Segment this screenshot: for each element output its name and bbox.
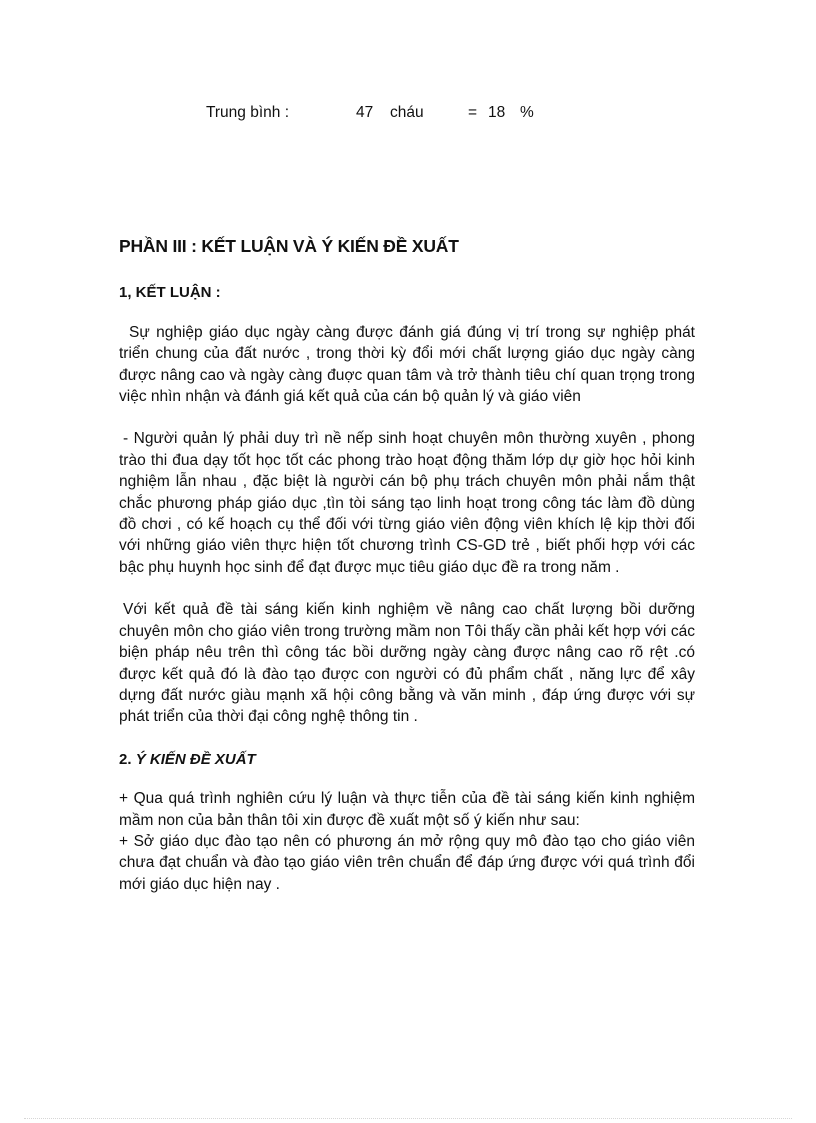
stat-percent: 18 [488, 104, 506, 121]
stat-equals: = [468, 104, 478, 121]
proposal-paragraph-2: + Sở giáo dục đào tạo nên có phương án mở rộng quy mô đào tạo cho giáo viên chưa đạt chuẩn và đào tạo giáo viên trên chuẩn để đáp ứng được với quá trình đổi mới giáo dục hiện nay . [119, 832, 695, 893]
proposal-heading [119, 749, 695, 770]
conclusion-paragraph-2: - Người quản lý phải duy trì nề nếp sinh hoạt chuyên môn thường xuyên , phong trào thi đua dạy tốt học tốt các phong trào hoạt động thăm lớp dự giờ học hỏi kinh nghiệm lẫn nhau , đặc biệt là người cán bộ phụ trách chuyên môn phải nắm thật chắc phương pháp giáo dục ,tìn tòi sáng tạo linh hoạt trong công tác làm đồ dùng đồ chơi , có kế hoạch cụ thể đối với từng giáo viên động viên khích lệ kịp thời đối với những giáo viên thực hiện tốt chương trình CS-GD trẻ , biết phối hợp với các bậc phụ huynh học sinh để đạt được mục tiêu giáo dục đề ra trong năm . [119, 430, 695, 576]
conclusion-paragraph-3: Với kết quả đề tài sáng kiến kinh nghiệm về nâng cao chất lượng bồi dưỡng chuyên môn cho giáo viên trong trường mầm non Tôi thấy cần phải kết hợp với các biện pháp nêu trên thì công tác bồi dưỡng ngày càng được nâng cao rõ rệt .có được kết quả đó là đào tạo được con người có đủ phẩm chất , năng lực để xây dựng đất nước giàu mạnh xã hội công bằng và văn minh , đáp ứng được với sự phát triển của thời đại công nghệ thông tin . [119, 601, 695, 726]
proposal-heading-number: 2. [119, 750, 132, 768]
section-title: PHẦN III : KẾT LUẬN VÀ Ý KIẾN ĐỀ XUẤT [119, 236, 459, 256]
proposal-paragraph-1: + Qua quá trình nghiên cứu lý luận và thực tiễn của đề tài sáng kiến kinh nghiệm mầm non của bản thân tôi xin được đề xuất một số ý kiến như sau: [119, 790, 695, 829]
stat-percent-sign: % [520, 104, 534, 121]
proposal-heading-text: Ý KIẾN ĐỀ XUẤT [135, 750, 256, 768]
page-bottom-divider [24, 1118, 792, 1119]
conclusion-paragraph-1: Sự nghiệp giáo dục ngày càng được đánh giá đúng vị trí trong sự nghiệp phát triển chung của đất nước , trong thời kỳ đổi mới chất lượng giáo dục ngày càng được nâng cao và ngày càng đuợc quan tâm và trở thành tiêu chí quan trọng trong việc nhìn nhận và đánh giá kết quả của cán bộ quản lý và giáo viên [119, 323, 695, 406]
document-body [119, 236, 695, 895]
stat-label: Trung bình : [206, 104, 290, 121]
stat-count: 47 [356, 104, 374, 121]
conclusion-heading: 1, KẾT LUẬN : [119, 284, 221, 302]
stat-unit: cháu [390, 104, 424, 121]
